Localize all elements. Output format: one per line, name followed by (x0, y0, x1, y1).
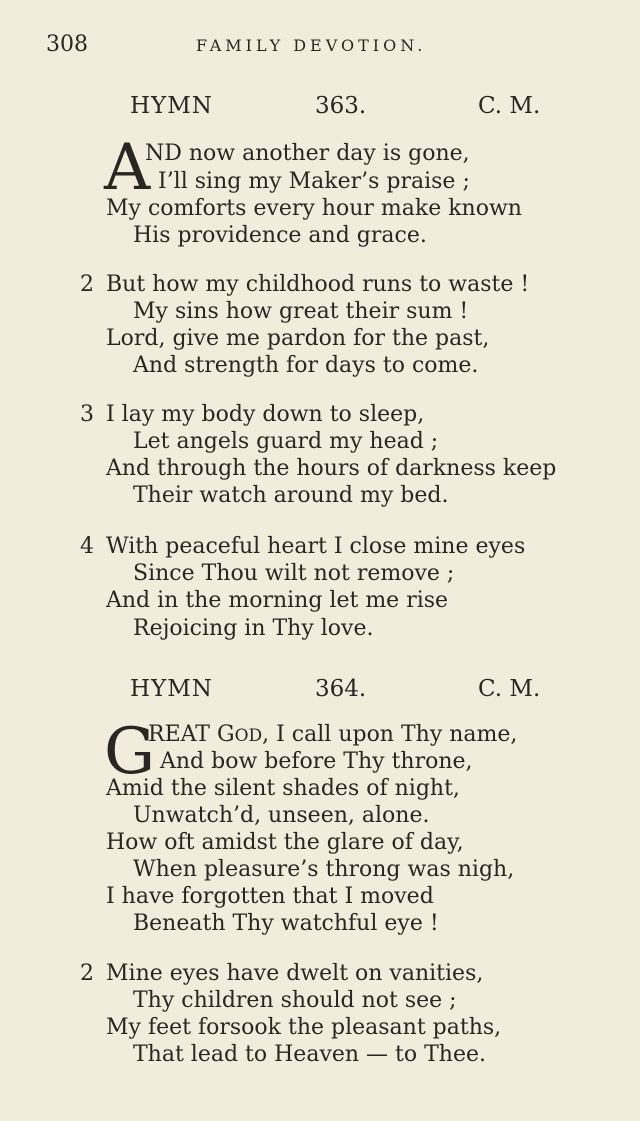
verse-line: My feet forsook the pleasant paths, (106, 1015, 502, 1040)
first-line (148, 721, 517, 750)
verse-line: His providence and grace. (133, 223, 427, 248)
verse-line: But how my childhood runs to waste ! (106, 272, 530, 297)
hymn-363-heading (130, 93, 550, 123)
verse-line: Lord, give me pardon for the past, (106, 326, 490, 351)
verse-line: Rejoicing in Thy love. (133, 616, 374, 641)
hymn-label: HYMN (130, 676, 213, 702)
verse-line: And strength for days to come. (133, 353, 479, 378)
verse-line: I have forgotten that I moved (106, 884, 434, 909)
verse-line: I lay my body down to sleep, (106, 402, 425, 427)
verse-line: Unwatch’d, unseen, alone. (133, 803, 430, 828)
verse-line: I’ll sing my Maker’s praise ; (158, 169, 470, 194)
verse-line: When pleasure’s throng was nigh, (133, 857, 515, 882)
first-line-smallcaps: OD (234, 726, 263, 746)
verse-number: 2 (80, 961, 94, 986)
verse-number: 4 (80, 534, 94, 559)
verse-line: Their watch around my bed. (133, 483, 449, 508)
hymn-364-heading (130, 676, 550, 706)
first-line-caps: REAT G (148, 722, 235, 747)
verse-line: And through the hours of darkness keep (106, 456, 557, 481)
first-line-rest: , I call upon Thy name, (262, 722, 518, 747)
verse-number: 2 (80, 272, 94, 297)
hymn-meter: C. M. (478, 676, 541, 702)
verse-line: My sins how great their sum ! (133, 299, 469, 324)
verse-line: Since Thou wilt not remove ; (133, 561, 455, 586)
verse-line: Let angels guard my head ; (133, 429, 439, 454)
verse-line: That lead to Heaven — to Thee. (133, 1042, 486, 1067)
hymn-number: 364. (315, 676, 367, 702)
verse-number: 3 (80, 402, 94, 427)
verse-line: Mine eyes have dwelt on vanities, (106, 961, 484, 986)
drop-cap: A (104, 131, 151, 205)
hymn-label: HYMN (130, 93, 213, 119)
verse-line: And bow before Thy throne, (160, 749, 473, 774)
running-title: FAMILY DEVOTION. (196, 36, 427, 55)
verse-line: Beneath Thy watchful eye ! (133, 911, 439, 936)
page-header (46, 32, 586, 62)
verse-line: ND now another day is gone, (145, 141, 470, 166)
verse-line: Amid the silent shades of night, (106, 776, 460, 801)
hymn-meter: C. M. (478, 93, 541, 119)
drop-cap: G (104, 715, 156, 789)
verse-line: And in the morning let me rise (106, 588, 449, 613)
verse-line: How oft amidst the glare of day, (106, 830, 464, 855)
verse-line: With peaceful heart I close mine eyes (106, 534, 526, 559)
page-number: 308 (46, 32, 88, 57)
hymn-number: 363. (315, 93, 367, 119)
verse-line: Thy children should not see ; (133, 988, 457, 1013)
verse-line: My comforts every hour make known (106, 196, 522, 221)
